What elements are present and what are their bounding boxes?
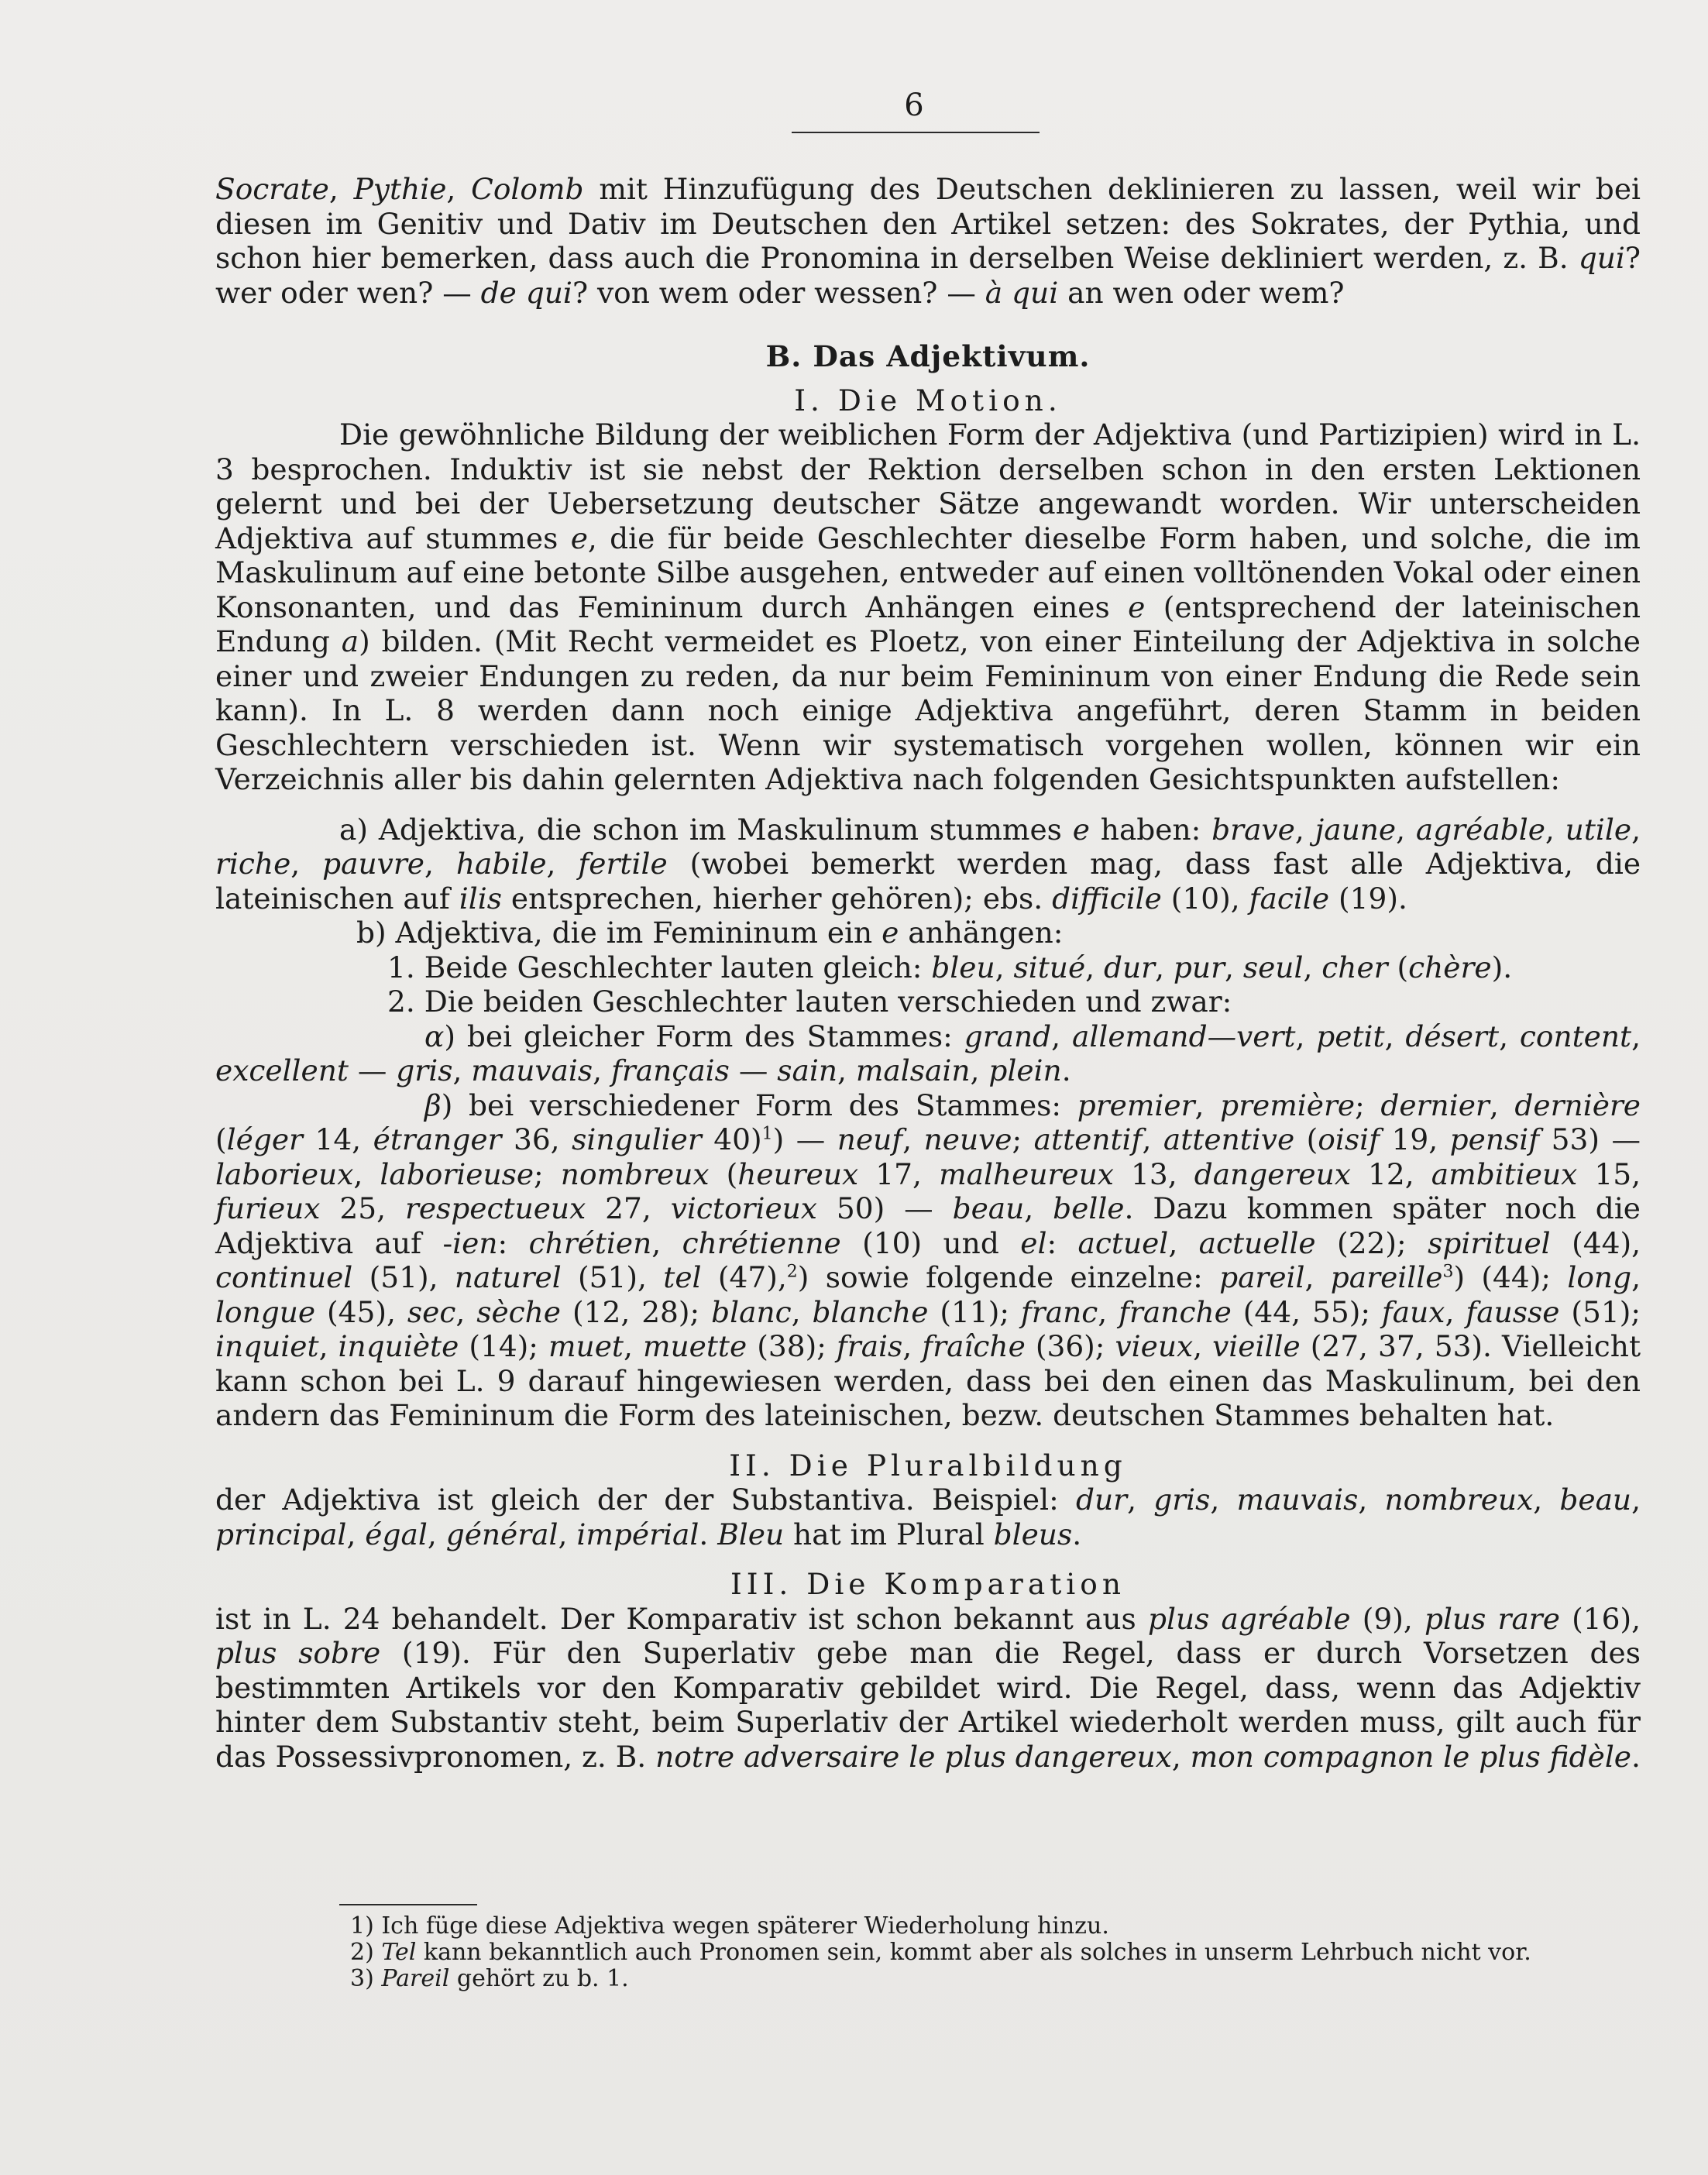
paragraph-intro: Socrate, Pythie, Colomb mit Hinzufügung des Deutschen deklinieren zu lassen, weil wir bei diesen im Genitiv und Dativ im Deutschen den Artikel setzen: des Sokrates, der Pythia, und schon hier bemerken, dass auch die Pronomina in derselben Weise dekliniert werden, z. B. qui? wer oder wen? — de qui? von wem oder wessen? — à qui an wen oder wem?	[215, 172, 1641, 310]
list-item-b: b) Adjektiva, die im Femininum ein e anhängen:	[356, 916, 1064, 950]
footnotes	[350, 1913, 1636, 1992]
list-item-a: a) Adjektiva, die schon im Maskulinum stummes e haben: brave, jaune, agréable, utile, riche, pauvre, habile, fertile (wobei bemerkt werden mag, dass fast alle Adjektiva, die lateinischen auf ilis entsprechen, hierher gehören); ebs. difficile (10), facile (19).	[215, 812, 1641, 916]
heading-section-b: B. Das Adjektivum.	[765, 339, 1091, 373]
list-item-alpha: α) bei gleicher Form des Stammes: grand, allemand—vert, petit, désert, content, excellent — gris, mauvais, français — sain, malsain, plein.	[215, 1019, 1641, 1088]
list-item-b2: 2. Die beiden Geschlechter lauten verschieden und zwar:	[387, 984, 1232, 1019]
main-text	[215, 172, 1641, 1774]
list-item-beta: β) bei verschiedener Form des Stammes: premier, première; dernier, dernière (léger 14, étranger 36, singulier 40)$^1$) — neuf, neuve; attentif, attentive (oisif 19, pensif 53) — laborieux, laborieuse; nombreux (heureux 17, malheureux 13, dangereux 12, ambitieux 15, furieux 25, respectueux 27, victorieux 50) — beau, belle. Dazu kommen später noch die Adjektiva auf -ien: chrétien, chrétienne (10) und el: actuel, actuelle (22); spirituel (44), continuel (51), naturel (51), tel (47),$^2$) sowie folgende einzelne: pareil, pareille$^3$) (44); long, longue (45), sec, sèche (12, 28); blanc, blanche (11); franc, franche (44, 55); faux, fausse (51); inquiet, inquiète (14); muet, muette (38); frais, fraîche (36); vieux, vieille (27, 37, 53). Vielleicht kann schon bei L. 9 darauf hingewiesen werden, dass bei den einen das Maskulinum, bei den andern das Femininum die Form des lateinischen, bezw. deutschen Stammes behalten hat.	[215, 1088, 1641, 1432]
heading-pluralbildung: II. Die Pluralbildung	[729, 1448, 1127, 1483]
footnote-2: 2) Tel kann bekanntlich auch Pronomen sein, kommt aber als solches in unserm Lehrbuch nicht vor.	[350, 1939, 1531, 1966]
paragraph-komparation: ist in L. 24 behandelt. Der Komparativ ist schon bekannt aus plus agréable (9), plus rare (16), plus sobre (19). Für den Superlativ gebe man die Regel, dass er durch Vorsetzen des bestimmten Artikels vor den Komparativ gebildet wird. Die Regel, dass, wenn das Adjektiv hinter dem Substantiv steht, beim Superlativ der Artikel wiederholt werden muss, gilt auch für das Possessivpronomen, z. B. notre adversaire le plus dangereux, mon compagnon le plus fidèle.	[215, 1601, 1641, 1774]
heading-komparation: III. Die Komparation	[730, 1567, 1126, 1601]
list-item-b1: 1. Beide Geschlechter lauten gleich: bleu, situé, dur, pur, seul, cher (chère).	[387, 950, 1513, 984]
footnote-rule	[339, 1904, 477, 1905]
page-number: 6	[904, 88, 924, 123]
paragraph-pluralbildung: der Adjektiva ist gleich der der Substantiva. Beispiel: dur, gris, mauvais, nombreux, beau, principal, égal, général, impérial. Bleu hat im Plural bleus.	[215, 1483, 1641, 1551]
heading-motion: I. Die Motion.	[794, 383, 1062, 417]
header-rule	[792, 132, 1040, 133]
footnote-3: 3) Pareil gehört zu b. 1.	[350, 1965, 629, 1992]
footnote-1: 1) Ich füge diese Adjektiva wegen späterer Wiederholung hinzu.	[350, 1912, 1109, 1940]
paragraph-motion: Die gewöhnliche Bildung der weiblichen Form der Adjektiva (und Partizipien) wird in L. 3 besprochen. Induktiv ist sie nebst der Rektion derselben schon in den ersten Lektionen gelernt und bei der Uebersetzung deutscher Sätze angewandt worden. Wir unterscheiden Adjektiva auf stummes e, die für beide Geschlechter dieselbe Form haben, und solche, die im Maskulinum auf eine betonte Silbe ausgehen, entweder auf einen volltönenden Vokal oder einen Konsonanten, und das Femininum durch Anhängen eines e (entsprechend der lateinischen Endung a) bilden. (Mit Recht vermeidet es Ploetz, von einer Einteilung der Adjektiva in solche einer und zweier Endungen zu reden, da nur beim Femininum von einer Endung die Rede sein kann). In L. 8 werden dann noch einige Adjektiva angeführt, deren Stamm in beiden Geschlechtern verschieden ist. Wenn wir systematisch vorgehen wollen, können wir ein Verzeichnis aller bis dahin gelernten Adjektiva nach folgenden Gesichtspunkten aufstellen:	[215, 417, 1641, 796]
